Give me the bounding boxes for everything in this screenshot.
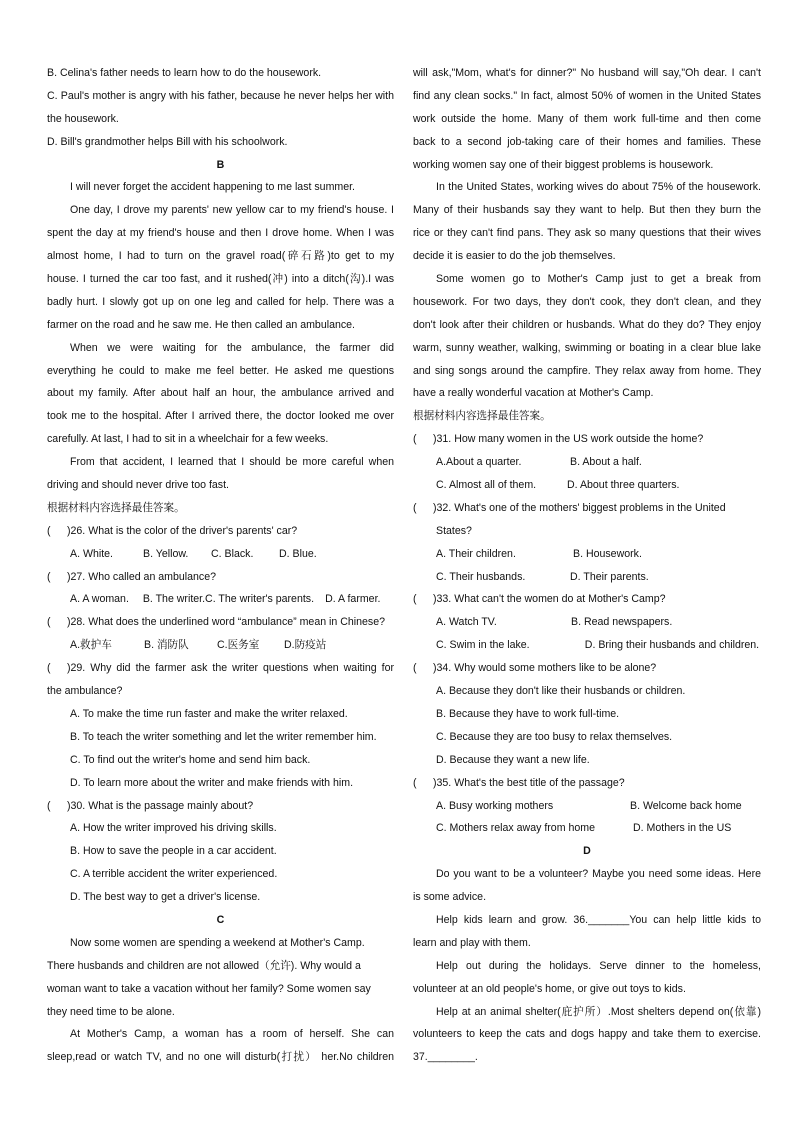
question-text: )32. What's one of the mothers' biggest problems in the United [433, 501, 726, 514]
options-row [413, 817, 761, 840]
text-line: Many of their husbands say they want to help. But then they burn the [413, 204, 761, 217]
section-heading: B [216, 158, 225, 171]
text-line: sleep,read or watch TV, and no one will disturb(打扰） her.No children [47, 1051, 394, 1064]
question-text: )28. What does the underlined word “ambulance” mean in Chinese? [67, 616, 385, 629]
option-item: A.救护车 [70, 639, 112, 652]
text-line: volunteers to keep the cats and dogs happy and take them to exercise. [413, 1028, 761, 1041]
text-line: C. Because they are too busy to relax themselves. [436, 730, 673, 743]
left-column [47, 62, 394, 1069]
text-line: housework. For two days, they don't cook, they don't clean, and they [413, 295, 761, 308]
question-line [413, 772, 761, 795]
text-line: B. To teach the writer something and let the writer remember him. [70, 730, 377, 743]
question-text: )29. Why did the farmer ask the writer questions when waiting for [67, 662, 394, 675]
option-item: C. Their husbands. [436, 570, 526, 583]
option-item: D. Bring their husbands and children. [584, 639, 760, 652]
option-item: B. The writer. [142, 593, 206, 606]
answer-paren: ( [413, 662, 417, 675]
text-line: Help kids learn and grow. 36._______You can help little kids to [436, 913, 761, 926]
question-text: )30. What is the passage mainly about? [67, 799, 254, 812]
text-line: A. Because they don't like their husbands or children. [436, 685, 686, 698]
text-line: work outside the home. Many of them work full-time and then come [413, 112, 761, 125]
text-line: and sing songs around the campfire. They relax away from home. They [413, 364, 761, 377]
option-item: A. White. [70, 547, 113, 560]
text-line: B. Because they have to work full-time. [436, 707, 620, 720]
question-line [47, 657, 394, 680]
text-line: C. To find out the writer's home and send him back. [70, 753, 311, 766]
text-line: driving and should never drive too fast. [47, 479, 229, 492]
text-line: Help out during the holidays. Serve dinner to the homeless, [436, 959, 761, 972]
text-line: back to a second job-taking care of their homes and families. These [413, 135, 761, 148]
question-line [47, 520, 394, 543]
text-line: A. To make the time run faster and make the writer relaxed. [70, 707, 348, 720]
option-item: B. Read newspapers. [571, 616, 673, 629]
options-row [413, 451, 761, 474]
options-row [47, 634, 394, 657]
text-line: the ambulance? [47, 685, 123, 698]
text-line: One day, I drove my parents' new yellow car to my friend's house. I [70, 204, 394, 217]
question-line [47, 795, 394, 818]
text-line: 根据材料内容选择最佳答案。 [413, 410, 551, 423]
option-item: A. Busy working mothers [436, 799, 554, 812]
option-item: D. Mothers in the US [633, 822, 732, 835]
answer-paren: ( [413, 501, 417, 514]
question-text: )31. How many women in the US work outside the home? [433, 433, 704, 446]
question-text: )34. Why would some mothers like to be alone? [433, 662, 657, 675]
text-line: woman want to take a vacation without her family? Some women say [47, 982, 371, 995]
question-line [47, 566, 394, 589]
text-line: In the United States, working wives do about 75% of the housework. [436, 181, 761, 194]
option-item: D.防疫站 [284, 639, 327, 652]
text-line: B. Celina's father needs to learn how to do the housework. [47, 67, 322, 79]
text-line: carefully. At last, I had to sit in a wheelchair for a few weeks. [47, 433, 329, 446]
text-line: rice or they can't find pans. They ask so many questions that their wives [413, 227, 761, 240]
option-item: C. Black. [211, 547, 254, 560]
option-item: A. A woman. [70, 593, 129, 606]
option-item: C.医务室 [217, 639, 260, 652]
option-item: C. Mothers relax away from home [436, 822, 595, 835]
text-line: volunteer at an old people's home, or give out toys to kids. [413, 982, 686, 995]
answer-paren: ( [413, 433, 417, 446]
question-line [413, 657, 761, 680]
text-line: Do you want to be a volunteer? Maybe you need some ideas. Here [436, 868, 761, 881]
text-line: almost home, I had to turn on the gravel road(碎石路)to get to my [47, 250, 394, 263]
text-line: C. A terrible accident the writer experienced. [70, 868, 278, 881]
text-line: There husbands and children are not allowed（允许). Why would a [47, 959, 361, 972]
text-line: Some women go to Mother's Camp just to get a break from [436, 273, 761, 286]
text-line: everything he could to make me feel better. He asked me questions [47, 364, 394, 377]
question-text: )27. Who called an ambulance? [67, 570, 216, 583]
options-row [413, 634, 761, 657]
option-item: D. A farmer. [325, 593, 381, 606]
text-line: about my family. After about half an hour, the ambulance arrived and [47, 387, 394, 400]
options-row [413, 543, 761, 566]
text-line: 根据材料内容选择最佳答案。 [47, 501, 185, 514]
text-line: badly hurt. I slowly got up on one leg and called for help. There was a [47, 295, 394, 308]
answer-paren: ( [47, 662, 51, 675]
question-line [413, 497, 761, 520]
option-item: A.About a quarter. [436, 456, 522, 469]
text-line: don't look after their children or husbands. What do they do? They enjoy [413, 318, 761, 331]
text-line: farmer on the road and he saw me. He then called an ambulance. [47, 318, 355, 331]
text-line: D. Because they want a new life. [436, 753, 590, 766]
options-row [47, 588, 394, 611]
text-line: is some advice. [413, 891, 487, 904]
text-line: they need time to be alone. [47, 1005, 175, 1018]
option-item: B. Yellow. [143, 547, 189, 560]
options-row [413, 474, 761, 497]
option-item: C. Swim in the lake. [436, 639, 530, 652]
text-line: find any clean socks." In fact, almost 50% of women in the United States [413, 89, 761, 102]
option-item: D. About three quarters. [567, 479, 680, 492]
question-text: )26. What is the color of the driver's parents' car? [67, 524, 298, 537]
text-line: States? [436, 524, 472, 537]
text-line: decide it is easier to do the job themselves. [413, 250, 616, 263]
text-line: D. To learn more about the writer and make friends with him. [70, 776, 354, 789]
answer-paren: ( [47, 799, 51, 812]
options-row [47, 543, 394, 566]
text-line: Now some women are spending a weekend at Mother's Camp. [70, 936, 365, 949]
question-text: )33. What can't the women do at Mother's Camp? [433, 593, 666, 606]
section-heading: C [216, 913, 225, 926]
text-line: spent the day at my friend's house and then I drove home. When I was [47, 227, 394, 240]
answer-paren: ( [413, 593, 417, 606]
options-row [413, 611, 761, 634]
text-line: D. Bill's grandmother helps Bill with his schoolwork. [47, 135, 288, 148]
text-line: A. How the writer improved his driving skills. [70, 822, 277, 835]
text-line: will ask,"Mom, what's for dinner?" No husband will say,"Oh dear. I can't [413, 67, 761, 79]
text-line: have a really wonderful vacation at Mother's Camp. [413, 387, 654, 400]
text-line: learn and play with them. [413, 936, 531, 949]
options-row [413, 566, 761, 589]
option-item: C. The writer's parents. [205, 593, 315, 606]
text-line: D. The best way to get a driver's license. [70, 891, 261, 904]
text-line: house. I turned the car too fast, and it rushed(冲) into a ditch(沟).I was [47, 273, 394, 286]
right-column [413, 62, 761, 1069]
option-item: B. Welcome back home [630, 799, 742, 812]
option-item: B. 消防队 [144, 639, 189, 652]
question-text: )35. What's the best title of the passage? [433, 776, 625, 789]
text-line: B. How to save the people in a car accident. [70, 845, 277, 858]
option-item: C. Almost all of them. [436, 479, 537, 492]
text-line: 37.________. [413, 1051, 478, 1064]
text-line: working women say one of their biggest problems is housework. [413, 158, 714, 171]
text-line: C. Paul's mother is angry with his father, because he never helps her with [47, 89, 394, 102]
option-item: A. Their children. [436, 547, 516, 560]
option-item: D. Their parents. [570, 570, 649, 583]
section-heading: D [583, 845, 591, 858]
answer-paren: ( [47, 616, 51, 629]
text-line: took me to the hospital. After I arrived there, the doctor looked me over [47, 410, 394, 423]
text-line: I will never forget the accident happening to me last summer. [70, 181, 356, 194]
text-line: Help at an animal shelter(庇护所）.Most shelters depend on(依靠) [436, 1005, 761, 1018]
answer-paren: ( [47, 524, 51, 537]
option-item: B. Housework. [573, 547, 642, 560]
question-line [47, 611, 394, 634]
text-line: the housework. [47, 112, 119, 125]
options-row [413, 795, 761, 818]
question-line [413, 588, 761, 611]
text-line: At Mother's Camp, a woman has a room of herself. She can [70, 1028, 394, 1041]
option-item: D. Blue. [279, 547, 317, 560]
answer-paren: ( [413, 776, 417, 789]
option-item: A. Watch TV. [436, 616, 497, 629]
text-line: When we were waiting for the ambulance, the farmer did [70, 341, 394, 354]
question-line [413, 428, 761, 451]
option-item: B. About a half. [570, 456, 642, 469]
text-line: From that accident, I learned that I should be more careful when [70, 456, 394, 469]
answer-paren: ( [47, 570, 51, 583]
text-line: warm, sunny weather, walking, swimming or boating in a clear blue lake [413, 341, 761, 354]
